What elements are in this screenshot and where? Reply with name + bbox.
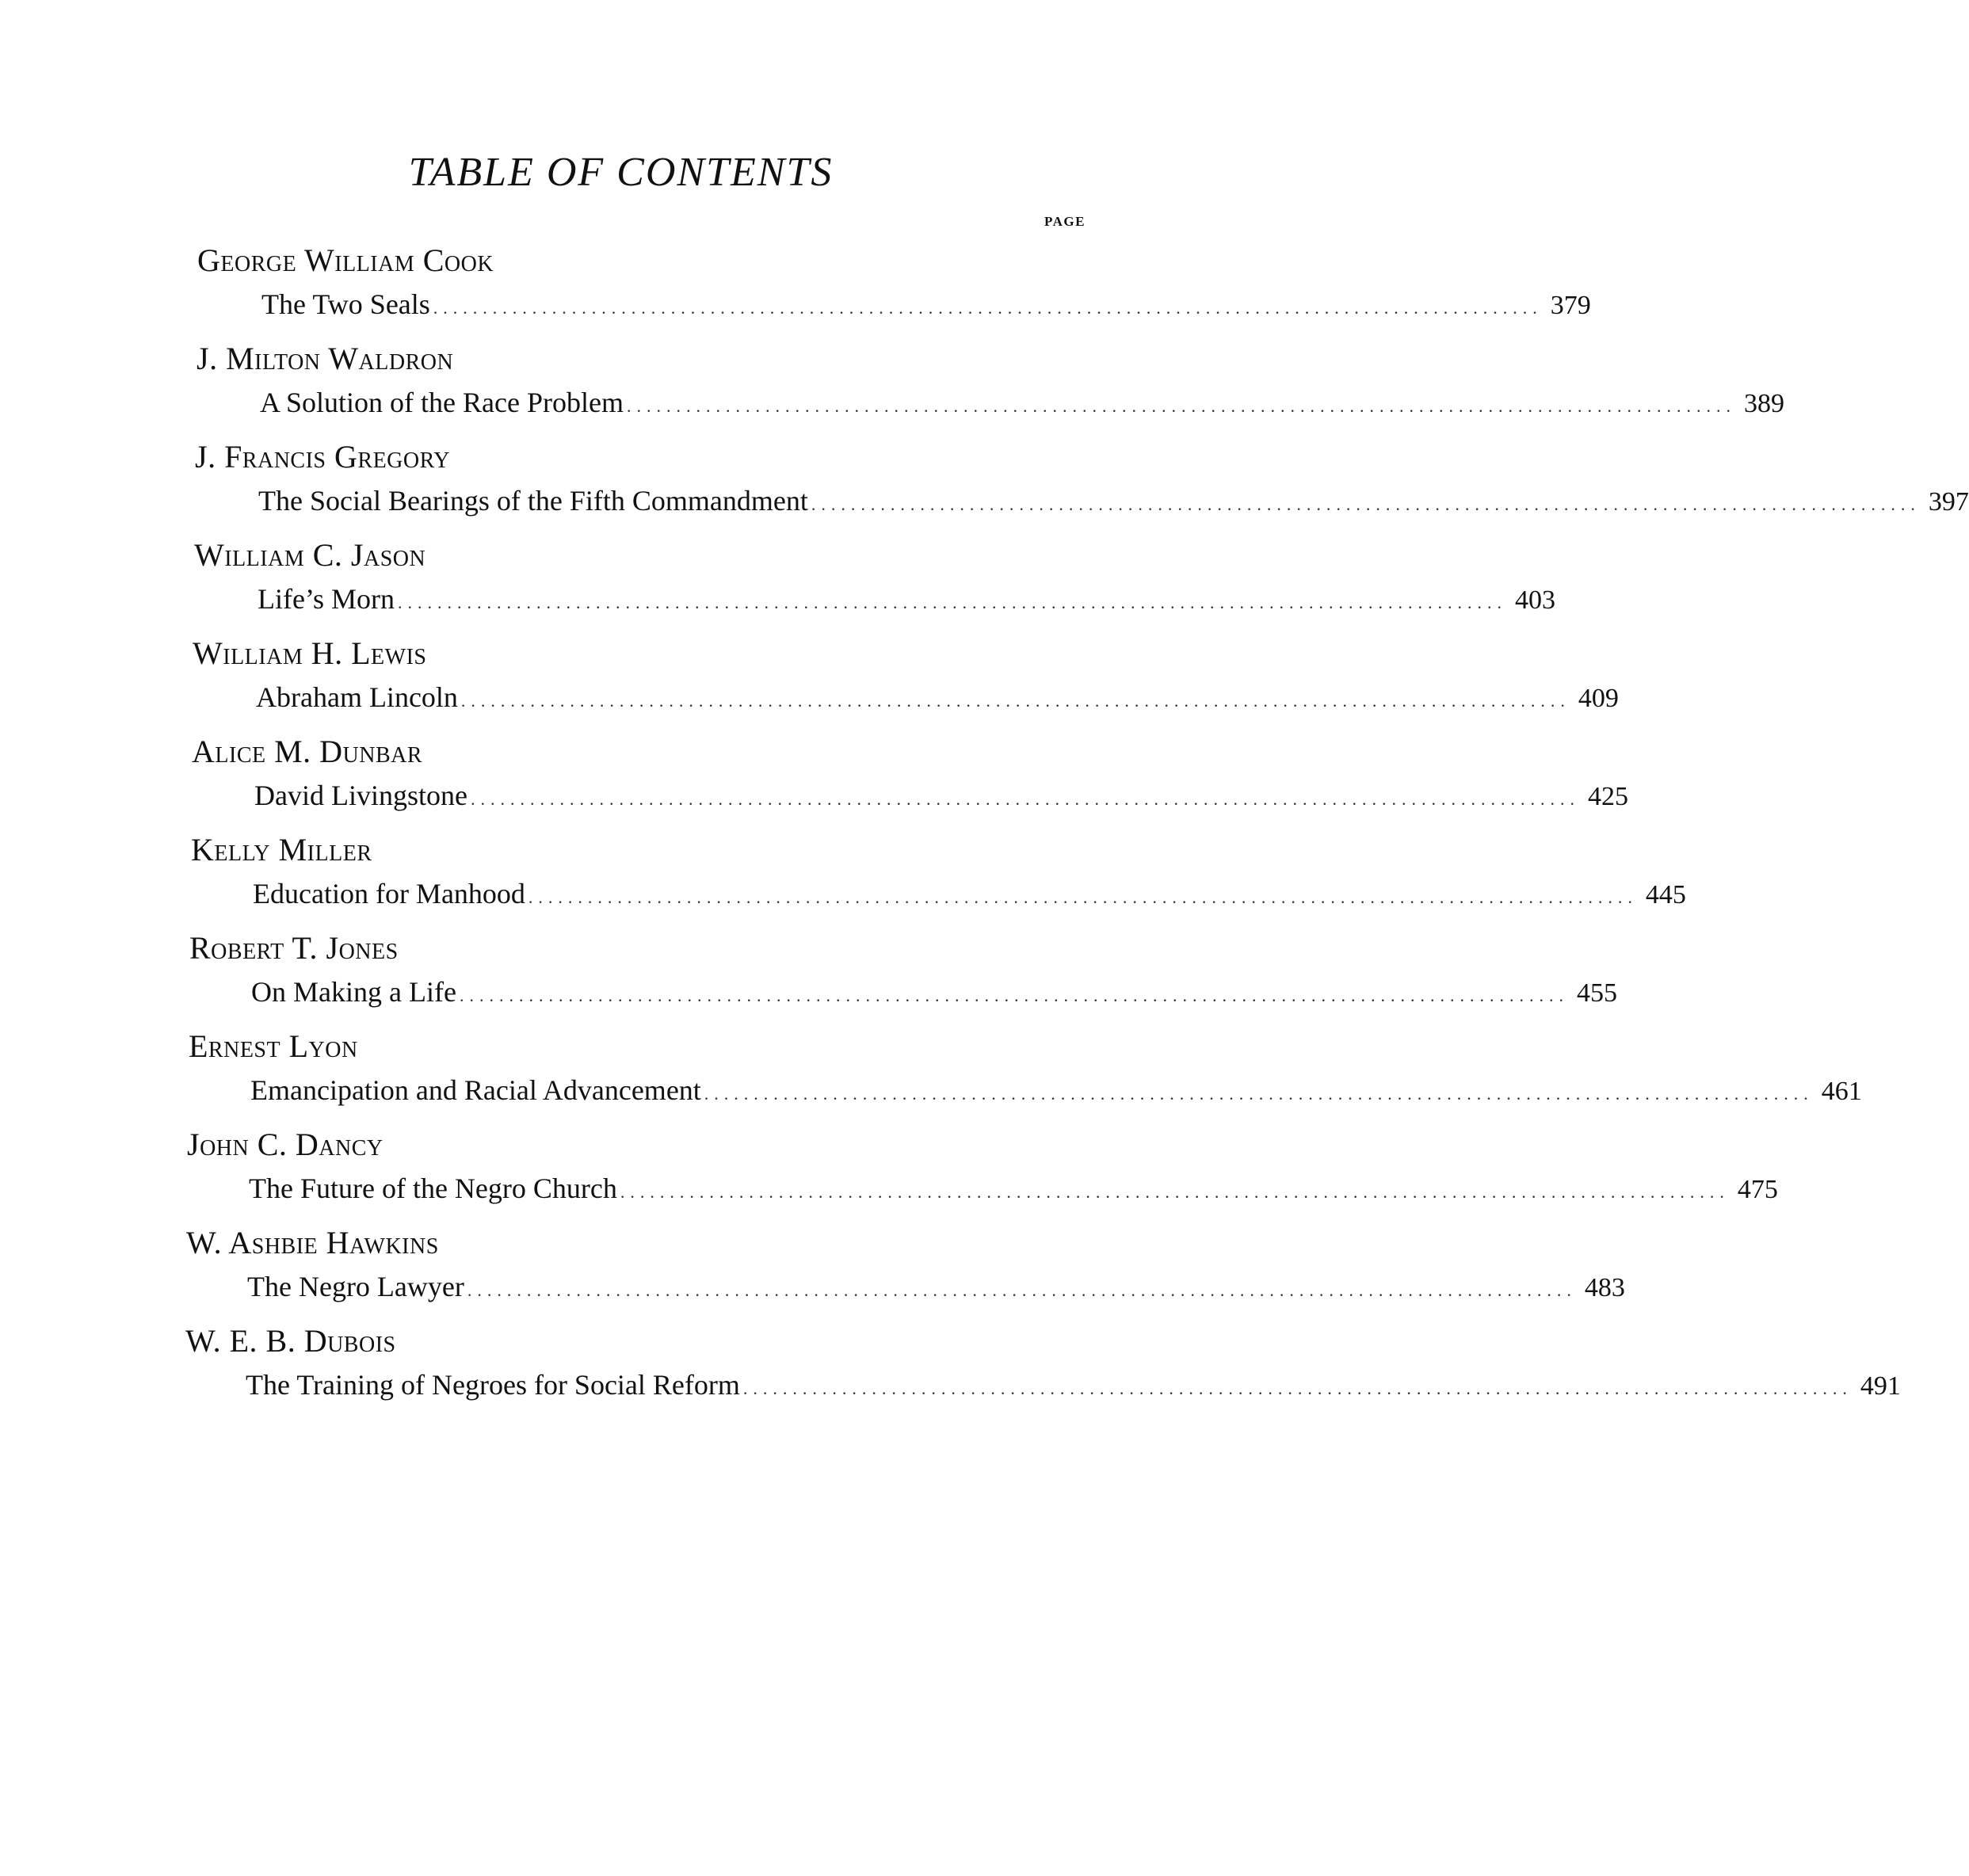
toc-author: Alice M. Dunbar — [192, 734, 423, 769]
toc-line — [251, 975, 1617, 1010]
toc-page-number: 475 — [1737, 1175, 1778, 1204]
dot-leader: ................................................................................................................ — [459, 986, 1569, 1005]
dot-leader: ................................................................................................................ — [742, 1378, 1853, 1398]
toc-title: On Making a Life — [251, 976, 456, 1008]
toc-title: The Negro Lawyer — [247, 1271, 464, 1302]
dot-leader: ................................................................................................................ — [528, 887, 1638, 907]
toc-title: The Training of Negroes for Social Reform — [246, 1369, 740, 1401]
toc-line — [256, 681, 1619, 715]
toc-entry — [0, 340, 1784, 438]
toc-author: Ernest Lyon — [189, 1028, 358, 1064]
toc-line — [246, 1368, 1901, 1403]
toc-line — [260, 386, 1784, 421]
toc-line — [258, 582, 1555, 617]
toc-page-number: 409 — [1578, 684, 1619, 713]
toc-page-number: 397 — [1928, 487, 1969, 517]
toc-entry — [0, 733, 1628, 831]
toc-title: Emancipation and Racial Advancement — [250, 1074, 701, 1106]
toc-line — [258, 484, 1969, 519]
toc-line — [247, 1270, 1625, 1305]
toc-title: Education for Manhood — [253, 878, 525, 909]
toc-author: W. E. B. Dubois — [185, 1323, 396, 1359]
page-column-label: PAGE — [1044, 214, 1086, 229]
toc-title: The Social Bearings of the Fifth Commandment — [258, 485, 808, 517]
toc-author: W. Ashbie Hawkins — [186, 1225, 439, 1260]
toc-title: David Livingstone — [254, 780, 467, 811]
toc-entry — [0, 536, 1555, 635]
toc-line — [261, 288, 1591, 322]
toc-page-number: 491 — [1860, 1371, 1901, 1401]
toc-title: The Two Seals — [261, 288, 430, 320]
toc-line — [254, 779, 1628, 814]
toc-page-number: 461 — [1821, 1077, 1862, 1106]
dot-leader: ................................................................................................................ — [704, 1084, 1814, 1104]
toc-page-number: 389 — [1743, 389, 1784, 418]
toc-author: John C. Dancy — [187, 1127, 383, 1162]
toc-page-number: 425 — [1587, 782, 1628, 811]
dot-leader: ................................................................................................................ — [811, 494, 1921, 514]
toc-title: The Future of the Negro Church — [249, 1172, 617, 1204]
toc-page-number: 445 — [1645, 880, 1686, 909]
toc-entry — [0, 1028, 1862, 1126]
toc-title: Abraham Lincoln — [256, 681, 458, 713]
toc-title: Life’s Morn — [258, 583, 395, 615]
toc-page-number: 403 — [1514, 585, 1555, 615]
toc-title: A Solution of the Race Problem — [260, 387, 624, 418]
toc-entry — [0, 438, 1969, 536]
toc-entry — [0, 929, 1617, 1028]
dot-leader: ................................................................................................................ — [620, 1182, 1730, 1202]
toc-page-number: 455 — [1576, 978, 1617, 1008]
toc-entry — [0, 1322, 1901, 1420]
dot-leader: ................................................................................................................ — [626, 396, 1736, 416]
dot-leader: ................................................................................................................ — [467, 1280, 1577, 1300]
toc-author: George William Cook — [197, 242, 494, 278]
toc-entry — [0, 1126, 1778, 1224]
toc-author: J. Milton Waldron — [197, 341, 454, 376]
toc-page-number: 379 — [1550, 291, 1591, 320]
dot-leader: ................................................................................................................ — [397, 593, 1507, 612]
dot-leader: ................................................................................................................ — [470, 789, 1580, 809]
toc-entry — [0, 1224, 1625, 1322]
toc-entry — [0, 831, 1686, 929]
toc-line — [253, 877, 1686, 912]
toc-author: William C. Jason — [194, 537, 426, 573]
toc-entry — [0, 635, 1619, 733]
dot-leader: ................................................................................................................ — [433, 298, 1543, 318]
toc-entry — [0, 242, 1591, 340]
toc-author: J. Francis Gregory — [195, 439, 450, 475]
dot-leader: ................................................................................................................ — [460, 691, 1570, 711]
page-title: TABLE OF CONTENTS — [408, 150, 834, 195]
toc-author: Robert T. Jones — [189, 930, 399, 966]
toc-author: Kelly Miller — [191, 832, 372, 867]
toc-line — [249, 1172, 1778, 1207]
toc-page-number: 483 — [1584, 1273, 1625, 1302]
toc-author: William H. Lewis — [193, 635, 427, 671]
toc-line — [250, 1073, 1862, 1108]
